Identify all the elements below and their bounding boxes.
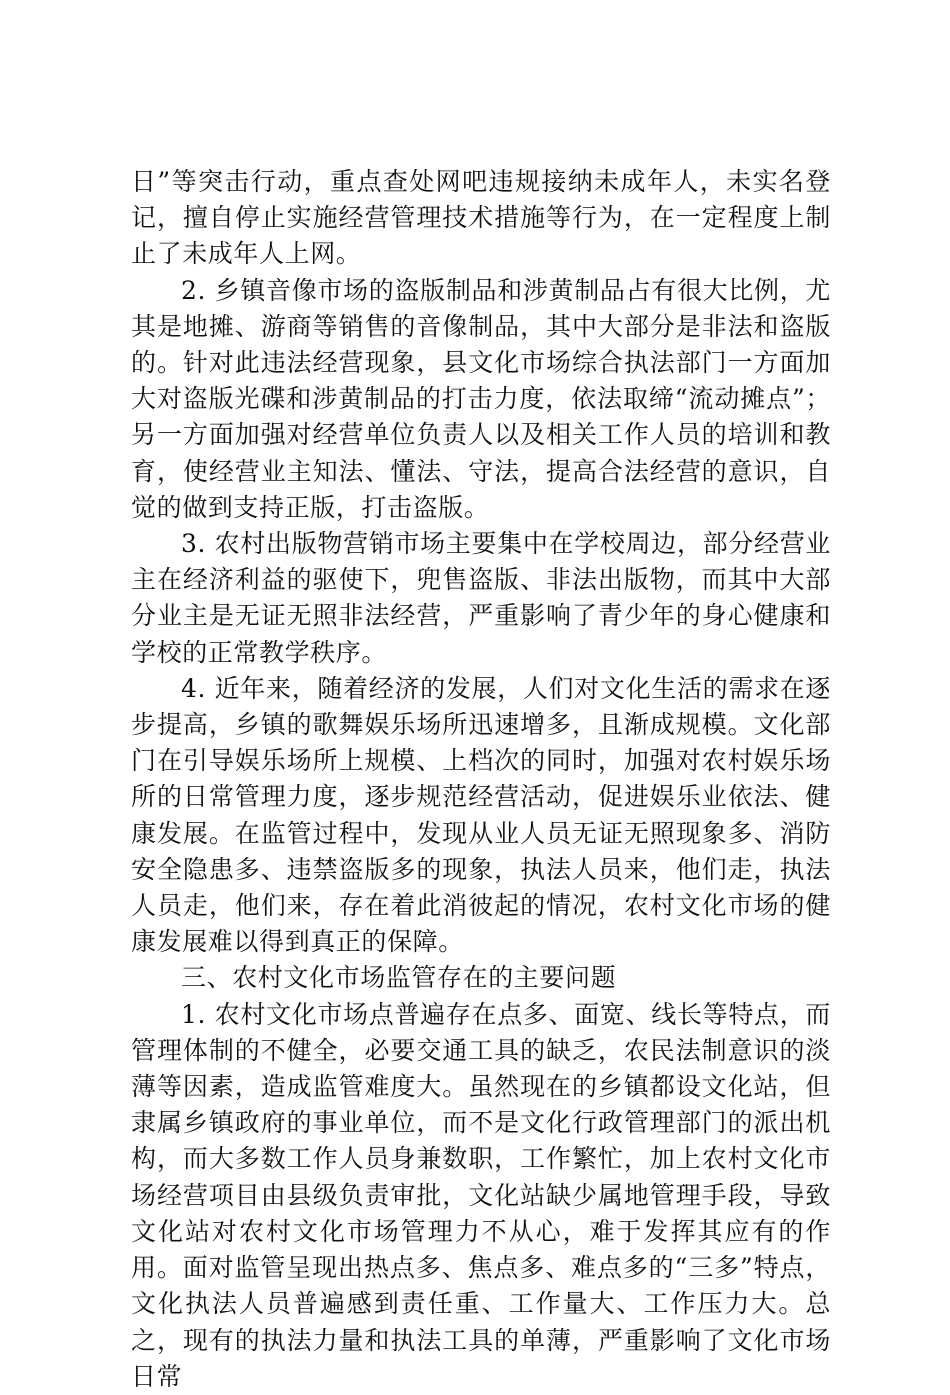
document-body [131,164,831,1395]
paragraph-item-4: 4. 近年来，随着经济的发展，人们对文化生活的需求在逐步提高，乡镇的歌舞娱乐场所迅速增多，且渐成规模。文化部门在引导娱乐场所上规模、上档次的同时，加强对农村娱乐场所的日常管理力度，逐步规范经营活动，促进娱乐业依法、健康发展。在监管过程中，发现从业人员无证无照现象多、消防安全隐患多、违禁盗版多的现象，执法人员来，他们走，执法人员走，他们来，存在着此消彼起的情况，农村文化市场的健康发展难以得到真正的保障。 [131,673,831,957]
paragraph-item-2: 2. 乡镇音像市场的盗版制品和涉黄制品占有很大比例，尤其是地摊、游商等销售的音像制品，其中大部分是非法和盗版的。针对此违法经营现象，县文化市场综合执法部门一方面加大对盗版光碟和涉黄制品的打击力度，依法取缔“流动摊点”；另一方面加强对经营单位负责人以及相关工作人员的培训和教育，使经营业主知法、懂法、守法，提高合法经营的意识，自觉的做到支持正版，打击盗版。 [131,275,831,522]
paragraph-continuation: 日”等突击行动，重点查处网吧违规接纳未成年人，未实名登记，擅自停止实施经营管理技术措施等行为，在一定程度上制止了未成年人上网。 [131,167,831,269]
paragraph-item-3: 3. 农村出版物营销市场主要集中在学校周边，部分经营业主在经济利益的驱使下，兜售盗版、非法出版物，而其中大部分业主是无证无照非法经营，严重影响了青少年的身心健康和学校的正常教学秩序。 [131,529,831,667]
paragraph-problem-1: 1. 农村文化市场点普遍存在点多、面宽、线长等特点，而管理体制的不健全，必要交通工具的缺乏，农民法制意识的淡薄等因素，造成监管难度大。虽然现在的乡镇都设文化站，但隶属乡镇政府的事业单位，而不是文化行政管理部门的派出机构，而大多数工作人员身兼数职，工作繁忙，加上农村文化市场经营项目由县级负责审批，文化站缺少属地管理手段，导致文化站对农村文化市场管理力不从心，难于发挥其应有的作用。面对监管呈现出热点多、焦点多、难点多的“三多”特点，文化执法人员普遍感到责任重、工作量大、工作压力大。总之，现有的执法力量和执法工具的单薄，严重影响了文化市场日常 [131,999,831,1391]
section-heading-3: 三、农村文化市场监管存在的主要问题 [181,963,617,993]
